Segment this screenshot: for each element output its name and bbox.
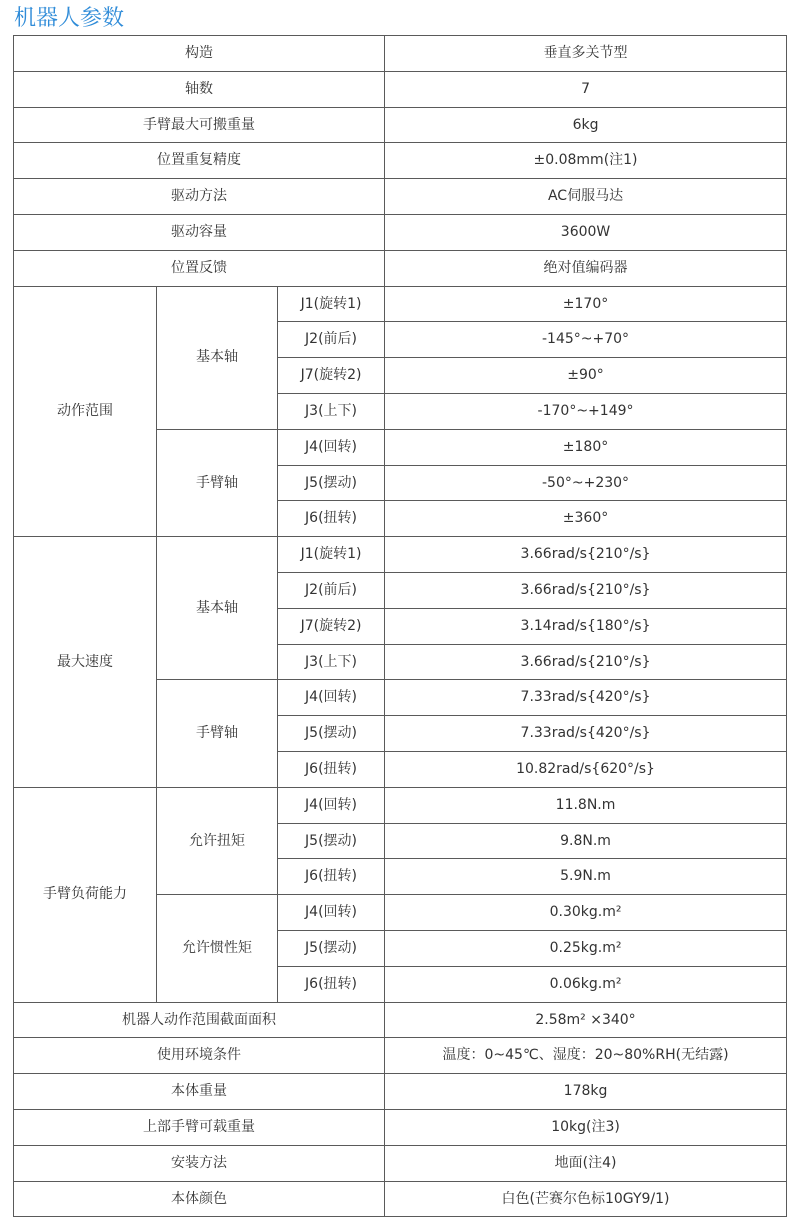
row-label: 本体重量 xyxy=(14,1074,385,1110)
axis-value: -145°~+70° xyxy=(385,322,787,358)
subgroup-label-allowed-torque: 允许扭矩 xyxy=(157,787,278,894)
table-row xyxy=(14,71,787,107)
axis-value: 5.9N.m xyxy=(385,859,787,895)
axis-value: 3.66rad/s{210°/s} xyxy=(385,572,787,608)
axis-value: -50°~+230° xyxy=(385,465,787,501)
axis-label: J1(旋转1) xyxy=(278,286,385,322)
row-value: AC伺服马达 xyxy=(385,179,787,215)
axis-label: J3(上下) xyxy=(278,393,385,429)
axis-value: 3.66rad/s{210°/s} xyxy=(385,644,787,680)
row-label: 本体颜色 xyxy=(14,1181,385,1217)
axis-label: J6(扭转) xyxy=(278,966,385,1002)
row-label: 构造 xyxy=(14,36,385,72)
robot-spec-table xyxy=(13,35,787,1217)
table-row xyxy=(14,107,787,143)
subgroup-label-basic-axis: 基本轴 xyxy=(157,286,278,429)
group-label-load-capacity: 手臂负荷能力 xyxy=(14,787,157,1002)
row-value: 温度：0~45℃、湿度：20~80%RH(无结露) xyxy=(385,1038,787,1074)
table-row xyxy=(14,1145,787,1181)
axis-label: J4(回转) xyxy=(278,680,385,716)
axis-label: J4(回转) xyxy=(278,895,385,931)
row-label: 驱动方法 xyxy=(14,179,385,215)
group-label-motion-range: 动作范围 xyxy=(14,286,157,537)
table-row xyxy=(14,1002,787,1038)
axis-value: 7.33rad/s{420°/s} xyxy=(385,680,787,716)
axis-label: J6(扭转) xyxy=(278,859,385,895)
axis-label: J5(摆动) xyxy=(278,716,385,752)
row-label: 机器人动作范围截面面积 xyxy=(14,1002,385,1038)
axis-label: J2(前后) xyxy=(278,322,385,358)
row-value: 垂直多关节型 xyxy=(385,36,787,72)
axis-label: J4(回转) xyxy=(278,787,385,823)
table-row xyxy=(14,250,787,286)
subgroup-label-arm-axis: 手臂轴 xyxy=(157,680,278,787)
row-value: 3600W xyxy=(385,214,787,250)
axis-value: 0.06kg.m² xyxy=(385,966,787,1002)
axis-label: J1(旋转1) xyxy=(278,537,385,573)
axis-value: 10.82rad/s{620°/s} xyxy=(385,751,787,787)
row-label: 上部手臂可载重量 xyxy=(14,1109,385,1145)
axis-label: J3(上下) xyxy=(278,644,385,680)
page-title: 机器人参数 xyxy=(14,6,125,31)
table-row xyxy=(14,36,787,72)
row-value: 地面(注4) xyxy=(385,1145,787,1181)
row-value: 白色(芒赛尔色标10GY9/1) xyxy=(385,1181,787,1217)
axis-label: J6(扭转) xyxy=(278,501,385,537)
axis-value: ±90° xyxy=(385,358,787,394)
table-row xyxy=(14,787,787,823)
row-value: 绝对值编码器 xyxy=(385,250,787,286)
table-row xyxy=(14,1109,787,1145)
row-label: 手臂最大可搬重量 xyxy=(14,107,385,143)
axis-value: 7.33rad/s{420°/s} xyxy=(385,716,787,752)
axis-value: -170°~+149° xyxy=(385,393,787,429)
row-label: 轴数 xyxy=(14,71,385,107)
axis-value: 3.14rad/s{180°/s} xyxy=(385,608,787,644)
axis-label: J5(摆动) xyxy=(278,465,385,501)
axis-value: ±360° xyxy=(385,501,787,537)
row-label: 位置反馈 xyxy=(14,250,385,286)
axis-value: 11.8N.m xyxy=(385,787,787,823)
subgroup-label-basic-axis: 基本轴 xyxy=(157,537,278,680)
group-label-max-speed: 最大速度 xyxy=(14,537,157,788)
table-row xyxy=(14,1074,787,1110)
table-row xyxy=(14,286,787,322)
table-row xyxy=(14,179,787,215)
axis-label: J4(回转) xyxy=(278,429,385,465)
row-value: 2.58m² ×340° xyxy=(385,1002,787,1038)
axis-label: J6(扭转) xyxy=(278,751,385,787)
row-value: 7 xyxy=(385,71,787,107)
table-row xyxy=(14,537,787,573)
row-value: 10kg(注3) xyxy=(385,1109,787,1145)
axis-value: ±170° xyxy=(385,286,787,322)
table-row xyxy=(14,214,787,250)
table-row xyxy=(14,1181,787,1217)
subgroup-label-allowed-inertia: 允许惯性矩 xyxy=(157,895,278,1002)
axis-value: ±180° xyxy=(385,429,787,465)
axis-label: J5(摆动) xyxy=(278,823,385,859)
row-value: 6kg xyxy=(385,107,787,143)
row-value: 178kg xyxy=(385,1074,787,1110)
axis-label: J7(旋转2) xyxy=(278,608,385,644)
axis-label: J5(摆动) xyxy=(278,930,385,966)
row-label: 驱动容量 xyxy=(14,214,385,250)
table-row xyxy=(14,1038,787,1074)
row-label: 安装方法 xyxy=(14,1145,385,1181)
row-label: 使用环境条件 xyxy=(14,1038,385,1074)
row-label: 位置重复精度 xyxy=(14,143,385,179)
subgroup-label-arm-axis: 手臂轴 xyxy=(157,429,278,536)
axis-value: 9.8N.m xyxy=(385,823,787,859)
axis-value: 0.25kg.m² xyxy=(385,930,787,966)
axis-value: 3.66rad/s{210°/s} xyxy=(385,537,787,573)
row-value: ±0.08mm(注1) xyxy=(385,143,787,179)
axis-label: J2(前后) xyxy=(278,572,385,608)
axis-label: J7(旋转2) xyxy=(278,358,385,394)
table-row xyxy=(14,143,787,179)
axis-value: 0.30kg.m² xyxy=(385,895,787,931)
